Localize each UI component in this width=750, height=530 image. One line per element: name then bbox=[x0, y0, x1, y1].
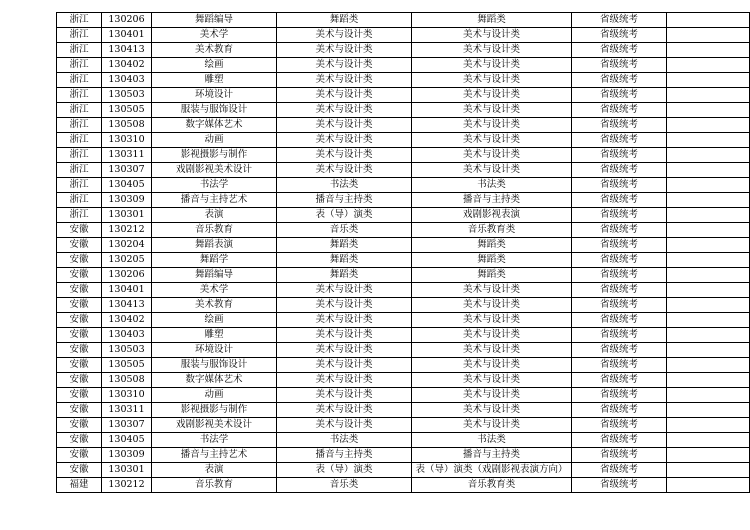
table-row bbox=[57, 343, 750, 358]
major-name-cell: 书法学 bbox=[152, 433, 277, 448]
major-code-cell: 130301 bbox=[102, 208, 152, 223]
category-cell: 舞蹈类 bbox=[277, 238, 412, 253]
exam-type-cell: 省级统考 bbox=[572, 43, 667, 58]
major-name-cell: 播音与主持艺术 bbox=[152, 193, 277, 208]
notes-cell bbox=[667, 28, 750, 43]
notes-cell bbox=[667, 478, 750, 493]
table-row bbox=[57, 388, 750, 403]
exam-category-cell: 美术与设计类 bbox=[412, 283, 572, 298]
table-row bbox=[57, 28, 750, 43]
province-cell: 浙江 bbox=[57, 148, 102, 163]
category-cell: 舞蹈类 bbox=[277, 13, 412, 28]
major-code-cell: 130505 bbox=[102, 103, 152, 118]
exam-category-cell: 美术与设计类 bbox=[412, 343, 572, 358]
major-code-cell: 130505 bbox=[102, 358, 152, 373]
province-cell: 浙江 bbox=[57, 118, 102, 133]
table-row bbox=[57, 43, 750, 58]
exam-type-cell: 省级统考 bbox=[572, 118, 667, 133]
major-name-cell: 美术教育 bbox=[152, 43, 277, 58]
exam-category-cell: 美术与设计类 bbox=[412, 148, 572, 163]
major-name-cell: 舞蹈编导 bbox=[152, 268, 277, 283]
province-cell: 安徽 bbox=[57, 388, 102, 403]
major-code-cell: 130402 bbox=[102, 313, 152, 328]
major-name-cell: 绘画 bbox=[152, 313, 277, 328]
exam-type-cell: 省级统考 bbox=[572, 163, 667, 178]
major-name-cell: 影视摄影与制作 bbox=[152, 148, 277, 163]
exam-type-cell: 省级统考 bbox=[572, 463, 667, 478]
major-code-cell: 130301 bbox=[102, 463, 152, 478]
exam-category-cell: 美术与设计类 bbox=[412, 133, 572, 148]
major-code-cell: 130309 bbox=[102, 193, 152, 208]
exam-type-cell: 省级统考 bbox=[572, 268, 667, 283]
major-name-cell: 表演 bbox=[152, 208, 277, 223]
exam-category-cell: 美术与设计类 bbox=[412, 373, 572, 388]
exam-type-cell: 省级统考 bbox=[572, 73, 667, 88]
table-row bbox=[57, 313, 750, 328]
exam-category-cell: 美术与设计类 bbox=[412, 358, 572, 373]
exam-type-cell: 省级统考 bbox=[572, 178, 667, 193]
table-body bbox=[57, 13, 750, 493]
major-code-cell: 130206 bbox=[102, 268, 152, 283]
province-cell: 浙江 bbox=[57, 163, 102, 178]
table-row bbox=[57, 373, 750, 388]
notes-cell bbox=[667, 163, 750, 178]
category-cell: 美术与设计类 bbox=[277, 283, 412, 298]
province-cell: 浙江 bbox=[57, 88, 102, 103]
notes-cell bbox=[667, 418, 750, 433]
major-name-cell: 音乐教育 bbox=[152, 478, 277, 493]
major-name-cell: 动画 bbox=[152, 133, 277, 148]
major-code-cell: 130401 bbox=[102, 28, 152, 43]
exam-category-cell: 美术与设计类 bbox=[412, 58, 572, 73]
notes-cell bbox=[667, 403, 750, 418]
table-row bbox=[57, 448, 750, 463]
major-code-cell: 130508 bbox=[102, 373, 152, 388]
province-cell: 浙江 bbox=[57, 133, 102, 148]
category-cell: 美术与设计类 bbox=[277, 328, 412, 343]
table-row bbox=[57, 268, 750, 283]
major-name-cell: 雕塑 bbox=[152, 328, 277, 343]
category-cell: 播音与主持类 bbox=[277, 193, 412, 208]
category-cell: 美术与设计类 bbox=[277, 118, 412, 133]
major-name-cell: 数字媒体艺术 bbox=[152, 118, 277, 133]
table-row bbox=[57, 253, 750, 268]
notes-cell bbox=[667, 133, 750, 148]
exam-type-cell: 省级统考 bbox=[572, 58, 667, 73]
exam-type-cell: 省级统考 bbox=[572, 403, 667, 418]
exam-category-cell: 舞蹈类 bbox=[412, 253, 572, 268]
exam-category-cell: 美术与设计类 bbox=[412, 88, 572, 103]
table-row bbox=[57, 238, 750, 253]
major-name-cell: 环境设计 bbox=[152, 88, 277, 103]
major-name-cell: 影视摄影与制作 bbox=[152, 403, 277, 418]
major-code-cell: 130212 bbox=[102, 478, 152, 493]
notes-cell bbox=[667, 58, 750, 73]
exam-type-cell: 省级统考 bbox=[572, 208, 667, 223]
province-cell: 浙江 bbox=[57, 28, 102, 43]
major-name-cell: 环境设计 bbox=[152, 343, 277, 358]
major-code-cell: 130310 bbox=[102, 133, 152, 148]
notes-cell bbox=[667, 73, 750, 88]
exam-category-cell: 美术与设计类 bbox=[412, 328, 572, 343]
major-code-cell: 130309 bbox=[102, 448, 152, 463]
province-cell: 安徽 bbox=[57, 433, 102, 448]
notes-cell bbox=[667, 223, 750, 238]
province-cell: 安徽 bbox=[57, 373, 102, 388]
exam-category-cell: 美术与设计类 bbox=[412, 298, 572, 313]
notes-cell bbox=[667, 118, 750, 133]
province-cell: 浙江 bbox=[57, 58, 102, 73]
table-row bbox=[57, 478, 750, 493]
table-row bbox=[57, 418, 750, 433]
notes-cell bbox=[667, 373, 750, 388]
major-code-cell: 130405 bbox=[102, 433, 152, 448]
major-name-cell: 服装与服饰设计 bbox=[152, 358, 277, 373]
exam-type-cell: 省级统考 bbox=[572, 283, 667, 298]
table-row bbox=[57, 358, 750, 373]
table-row bbox=[57, 103, 750, 118]
province-cell: 安徽 bbox=[57, 298, 102, 313]
major-name-cell: 舞蹈编导 bbox=[152, 13, 277, 28]
major-code-cell: 130311 bbox=[102, 148, 152, 163]
table-row bbox=[57, 58, 750, 73]
province-cell: 浙江 bbox=[57, 193, 102, 208]
exam-type-cell: 省级统考 bbox=[572, 343, 667, 358]
table-row bbox=[57, 433, 750, 448]
table-row bbox=[57, 298, 750, 313]
notes-cell bbox=[667, 208, 750, 223]
category-cell: 美术与设计类 bbox=[277, 28, 412, 43]
category-cell: 美术与设计类 bbox=[277, 73, 412, 88]
exam-type-cell: 省级统考 bbox=[572, 448, 667, 463]
major-code-cell: 130205 bbox=[102, 253, 152, 268]
table-row bbox=[57, 223, 750, 238]
province-cell: 安徽 bbox=[57, 283, 102, 298]
exam-category-cell: 美术与设计类 bbox=[412, 73, 572, 88]
exam-type-cell: 省级统考 bbox=[572, 313, 667, 328]
notes-cell bbox=[667, 298, 750, 313]
exam-type-cell: 省级统考 bbox=[572, 238, 667, 253]
major-code-cell: 130206 bbox=[102, 13, 152, 28]
major-code-cell: 130307 bbox=[102, 163, 152, 178]
exam-type-cell: 省级统考 bbox=[572, 88, 667, 103]
category-cell: 美术与设计类 bbox=[277, 313, 412, 328]
province-cell: 安徽 bbox=[57, 463, 102, 478]
major-name-cell: 美术学 bbox=[152, 28, 277, 43]
major-code-cell: 130311 bbox=[102, 403, 152, 418]
category-cell: 美术与设计类 bbox=[277, 388, 412, 403]
major-name-cell: 舞蹈表演 bbox=[152, 238, 277, 253]
notes-cell bbox=[667, 148, 750, 163]
exam-type-cell: 省级统考 bbox=[572, 418, 667, 433]
table-row bbox=[57, 88, 750, 103]
notes-cell bbox=[667, 358, 750, 373]
exam-category-cell: 播音与主持类 bbox=[412, 193, 572, 208]
province-cell: 安徽 bbox=[57, 238, 102, 253]
category-cell: 美术与设计类 bbox=[277, 343, 412, 358]
exam-type-cell: 省级统考 bbox=[572, 298, 667, 313]
major-code-cell: 130212 bbox=[102, 223, 152, 238]
exam-category-cell: 美术与设计类 bbox=[412, 403, 572, 418]
exam-category-cell: 美术与设计类 bbox=[412, 388, 572, 403]
province-cell: 浙江 bbox=[57, 73, 102, 88]
notes-cell bbox=[667, 13, 750, 28]
major-name-cell: 播音与主持艺术 bbox=[152, 448, 277, 463]
category-cell: 舞蹈类 bbox=[277, 253, 412, 268]
major-name-cell: 美术学 bbox=[152, 283, 277, 298]
major-code-cell: 130204 bbox=[102, 238, 152, 253]
table-row bbox=[57, 118, 750, 133]
major-code-cell: 130307 bbox=[102, 418, 152, 433]
category-cell: 美术与设计类 bbox=[277, 358, 412, 373]
category-cell: 美术与设计类 bbox=[277, 88, 412, 103]
category-cell: 美术与设计类 bbox=[277, 43, 412, 58]
notes-cell bbox=[667, 448, 750, 463]
table-row bbox=[57, 463, 750, 478]
province-cell: 浙江 bbox=[57, 178, 102, 193]
province-cell: 安徽 bbox=[57, 313, 102, 328]
category-cell: 舞蹈类 bbox=[277, 268, 412, 283]
major-name-cell: 雕塑 bbox=[152, 73, 277, 88]
province-cell: 浙江 bbox=[57, 208, 102, 223]
exam-category-cell: 美术与设计类 bbox=[412, 43, 572, 58]
exam-category-cell: 书法类 bbox=[412, 178, 572, 193]
exam-category-cell: 书法类 bbox=[412, 433, 572, 448]
notes-cell bbox=[667, 388, 750, 403]
notes-cell bbox=[667, 343, 750, 358]
notes-cell bbox=[667, 253, 750, 268]
major-name-cell: 美术教育 bbox=[152, 298, 277, 313]
table-row bbox=[57, 403, 750, 418]
province-cell: 安徽 bbox=[57, 268, 102, 283]
province-cell: 安徽 bbox=[57, 418, 102, 433]
major-code-cell: 130402 bbox=[102, 58, 152, 73]
category-cell: 美术与设计类 bbox=[277, 58, 412, 73]
category-cell: 音乐类 bbox=[277, 478, 412, 493]
enrollment-table bbox=[56, 12, 750, 493]
table-row bbox=[57, 208, 750, 223]
major-name-cell: 动画 bbox=[152, 388, 277, 403]
exam-category-cell: 舞蹈类 bbox=[412, 13, 572, 28]
category-cell: 美术与设计类 bbox=[277, 103, 412, 118]
exam-category-cell: 美术与设计类 bbox=[412, 313, 572, 328]
province-cell: 福建 bbox=[57, 478, 102, 493]
province-cell: 安徽 bbox=[57, 328, 102, 343]
province-cell: 安徽 bbox=[57, 403, 102, 418]
major-name-cell: 数字媒体艺术 bbox=[152, 373, 277, 388]
table-row bbox=[57, 13, 750, 28]
exam-type-cell: 省级统考 bbox=[572, 388, 667, 403]
category-cell: 美术与设计类 bbox=[277, 418, 412, 433]
exam-category-cell: 美术与设计类 bbox=[412, 418, 572, 433]
major-name-cell: 舞蹈学 bbox=[152, 253, 277, 268]
notes-cell bbox=[667, 268, 750, 283]
notes-cell bbox=[667, 328, 750, 343]
table-row bbox=[57, 283, 750, 298]
table-row bbox=[57, 133, 750, 148]
province-cell: 浙江 bbox=[57, 103, 102, 118]
major-code-cell: 130503 bbox=[102, 88, 152, 103]
notes-cell bbox=[667, 283, 750, 298]
major-name-cell: 戏剧影视美术设计 bbox=[152, 418, 277, 433]
major-name-cell: 书法学 bbox=[152, 178, 277, 193]
major-name-cell: 服装与服饰设计 bbox=[152, 103, 277, 118]
category-cell: 美术与设计类 bbox=[277, 403, 412, 418]
province-cell: 安徽 bbox=[57, 343, 102, 358]
province-cell: 安徽 bbox=[57, 448, 102, 463]
exam-type-cell: 省级统考 bbox=[572, 193, 667, 208]
exam-type-cell: 省级统考 bbox=[572, 433, 667, 448]
notes-cell bbox=[667, 193, 750, 208]
exam-category-cell: 戏剧影视表演 bbox=[412, 208, 572, 223]
major-code-cell: 130403 bbox=[102, 328, 152, 343]
notes-cell bbox=[667, 43, 750, 58]
category-cell: 美术与设计类 bbox=[277, 133, 412, 148]
category-cell: 书法类 bbox=[277, 178, 412, 193]
major-name-cell: 戏剧影视美术设计 bbox=[152, 163, 277, 178]
province-cell: 安徽 bbox=[57, 358, 102, 373]
major-code-cell: 130413 bbox=[102, 298, 152, 313]
exam-category-cell: 美术与设计类 bbox=[412, 103, 572, 118]
notes-cell bbox=[667, 88, 750, 103]
notes-cell bbox=[667, 313, 750, 328]
exam-type-cell: 省级统考 bbox=[572, 478, 667, 493]
category-cell: 美术与设计类 bbox=[277, 163, 412, 178]
exam-type-cell: 省级统考 bbox=[572, 373, 667, 388]
major-code-cell: 130310 bbox=[102, 388, 152, 403]
category-cell: 书法类 bbox=[277, 433, 412, 448]
exam-category-cell: 表（导）演类（戏剧影视表演方向） bbox=[412, 463, 572, 478]
table-row bbox=[57, 148, 750, 163]
notes-cell bbox=[667, 433, 750, 448]
exam-type-cell: 省级统考 bbox=[572, 103, 667, 118]
major-code-cell: 130413 bbox=[102, 43, 152, 58]
major-name-cell: 音乐教育 bbox=[152, 223, 277, 238]
major-code-cell: 130401 bbox=[102, 283, 152, 298]
table-row bbox=[57, 163, 750, 178]
province-cell: 浙江 bbox=[57, 13, 102, 28]
major-code-cell: 130403 bbox=[102, 73, 152, 88]
province-cell: 浙江 bbox=[57, 43, 102, 58]
notes-cell bbox=[667, 463, 750, 478]
exam-category-cell: 美术与设计类 bbox=[412, 118, 572, 133]
exam-type-cell: 省级统考 bbox=[572, 28, 667, 43]
table-row bbox=[57, 178, 750, 193]
table-row bbox=[57, 73, 750, 88]
province-cell: 安徽 bbox=[57, 253, 102, 268]
major-code-cell: 130405 bbox=[102, 178, 152, 193]
exam-type-cell: 省级统考 bbox=[572, 148, 667, 163]
category-cell: 音乐类 bbox=[277, 223, 412, 238]
major-name-cell: 表演 bbox=[152, 463, 277, 478]
exam-category-cell: 美术与设计类 bbox=[412, 28, 572, 43]
exam-category-cell: 美术与设计类 bbox=[412, 163, 572, 178]
category-cell: 表（导）演类 bbox=[277, 208, 412, 223]
exam-category-cell: 音乐教育类 bbox=[412, 478, 572, 493]
category-cell: 美术与设计类 bbox=[277, 298, 412, 313]
exam-category-cell: 舞蹈类 bbox=[412, 238, 572, 253]
exam-category-cell: 音乐教育类 bbox=[412, 223, 572, 238]
notes-cell bbox=[667, 178, 750, 193]
exam-category-cell: 舞蹈类 bbox=[412, 268, 572, 283]
notes-cell bbox=[667, 238, 750, 253]
exam-type-cell: 省级统考 bbox=[572, 253, 667, 268]
table-row bbox=[57, 193, 750, 208]
notes-cell bbox=[667, 103, 750, 118]
major-code-cell: 130503 bbox=[102, 343, 152, 358]
exam-type-cell: 省级统考 bbox=[572, 328, 667, 343]
exam-type-cell: 省级统考 bbox=[572, 223, 667, 238]
exam-type-cell: 省级统考 bbox=[572, 13, 667, 28]
exam-type-cell: 省级统考 bbox=[572, 133, 667, 148]
category-cell: 美术与设计类 bbox=[277, 148, 412, 163]
exam-type-cell: 省级统考 bbox=[572, 358, 667, 373]
exam-category-cell: 播音与主持类 bbox=[412, 448, 572, 463]
table-row bbox=[57, 328, 750, 343]
major-name-cell: 绘画 bbox=[152, 58, 277, 73]
province-cell: 安徽 bbox=[57, 223, 102, 238]
category-cell: 美术与设计类 bbox=[277, 373, 412, 388]
major-code-cell: 130508 bbox=[102, 118, 152, 133]
category-cell: 表（导）演类 bbox=[277, 463, 412, 478]
category-cell: 播音与主持类 bbox=[277, 448, 412, 463]
